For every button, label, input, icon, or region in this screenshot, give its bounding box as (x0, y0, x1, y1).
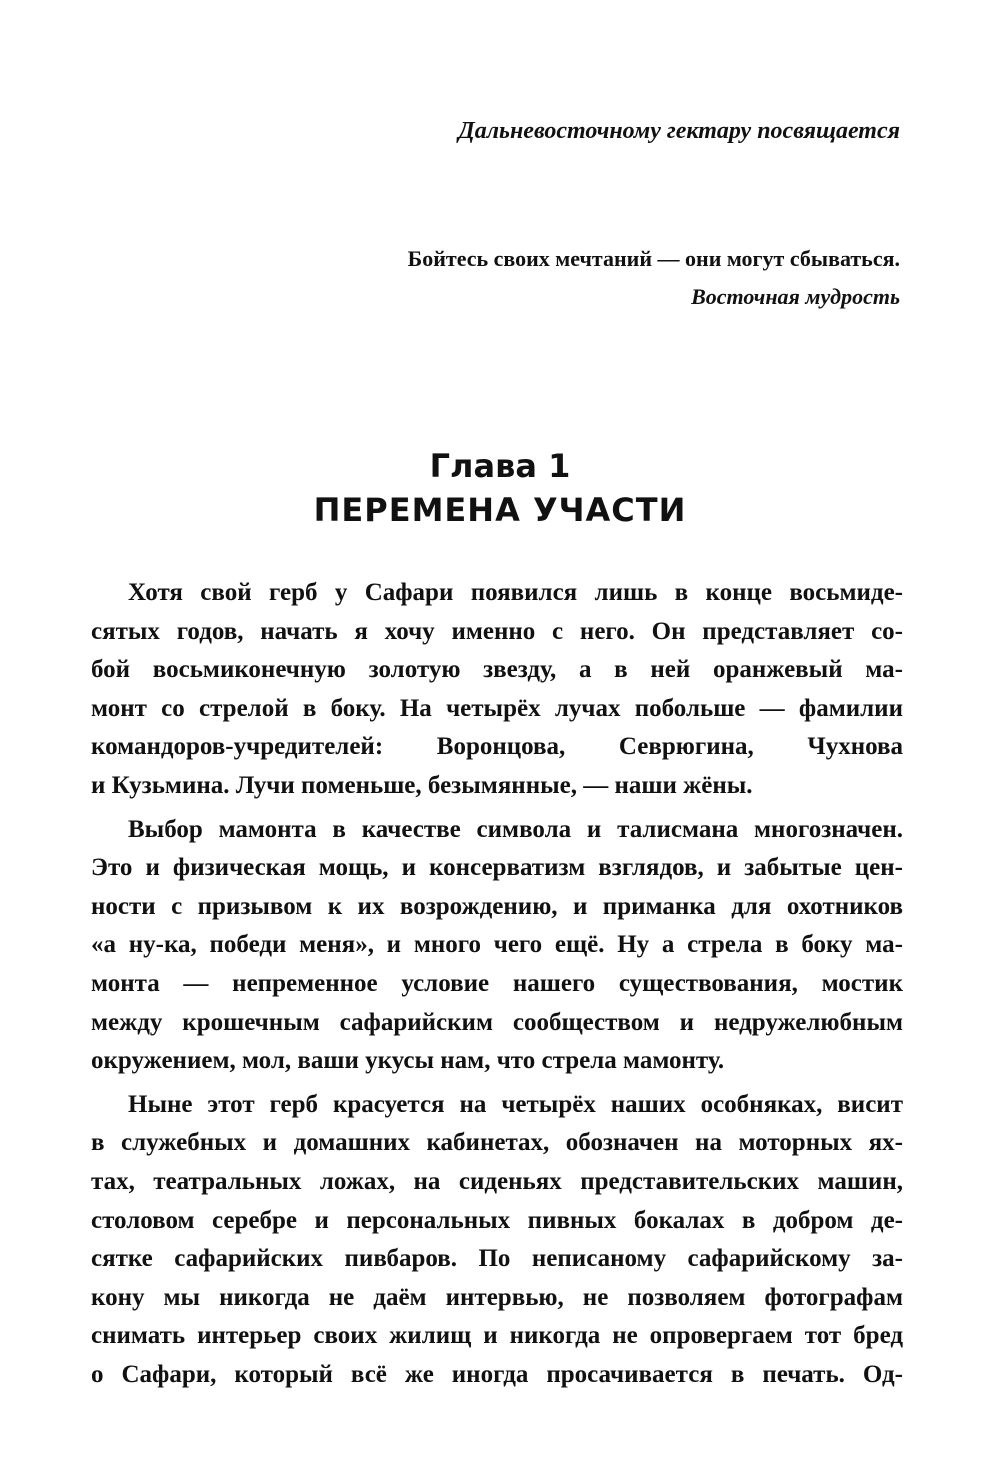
text-line: сятке сафарийских пивбаров. По неписаному сафарийскому за- (91, 1245, 903, 1273)
text-line: монт со стрелой в боку. На четырёх лучах побольше — фамилии (91, 694, 903, 722)
text-line: Ныне этот герб красуется на четырёх наших особняках, висит (128, 1090, 903, 1118)
text-line: Выбор мамонта в качестве символа и талисмана многозначен. (128, 815, 903, 843)
epigraph-quote: Бойтесь своих мечтаний — они могут сбываться. (407, 246, 900, 271)
text-line: командоров-учредителей: Воронцова, Севрюгина, Чухнова (91, 733, 903, 761)
chapter-title: ПЕРЕМЕНА УЧАСТИ (313, 491, 687, 529)
text-line: «а ну-ка, победи меня», и много чего ещё. Ну а стрела в боку ма- (91, 931, 903, 959)
paragraph-3 (91, 1086, 903, 1395)
text-line: бой восьмиконечную золотую звезду, а в ней оранжевый ма- (91, 656, 903, 684)
chapter-heading (0, 444, 1000, 532)
epigraph (408, 240, 900, 316)
text-line: Это и физическая мощь, и консерватизм взглядов, и забытые цен- (91, 854, 903, 882)
chapter-number: Глава 1 (429, 447, 571, 485)
text-line: и Кузьмина. Лучи поменьше, безымянные, — наши жёны. (91, 771, 753, 799)
text-line: между крошечным сафарийским сообществом и недружелюбным (91, 1008, 903, 1036)
text-line: о Сафари, который всё же иногда просачивается в печать. Од- (91, 1360, 903, 1388)
text-line: снимать интерьер своих жилищ и никогда не опровергаем тот бред (91, 1322, 903, 1350)
text-line: кону мы никогда не даём интервью, не позволяем фотографам (91, 1283, 903, 1311)
text-line: тах, театральных ложах, на сиденьях представительских машин, (91, 1167, 903, 1195)
body-text (91, 574, 903, 1399)
paragraph-1 (91, 574, 903, 806)
text-line: ности с призывом к их возрождению, и приманка для охотников (91, 892, 903, 920)
text-line: в служебных и домашних кабинетах, обозначен на моторных ях- (91, 1129, 903, 1157)
epigraph-source: Восточная мудрость (691, 284, 900, 309)
text-line: Хотя свой герб у Сафари появился лишь в конце восьмиде- (128, 579, 903, 606)
text-line: окружением, мол, ваши укусы нам, что стрела мамонту. (91, 1047, 725, 1075)
paragraph-2 (91, 811, 903, 1081)
dedication: Дальневосточному гектару посвящается (458, 118, 900, 144)
text-line: столовом серебре и персональных пивных бокалах в добром де- (91, 1206, 903, 1234)
text-line: сятых годов, начать я хочу именно с него. Он представляет со- (91, 617, 903, 645)
text-line: монта — непременное условие нашего существования, мостик (91, 969, 903, 997)
